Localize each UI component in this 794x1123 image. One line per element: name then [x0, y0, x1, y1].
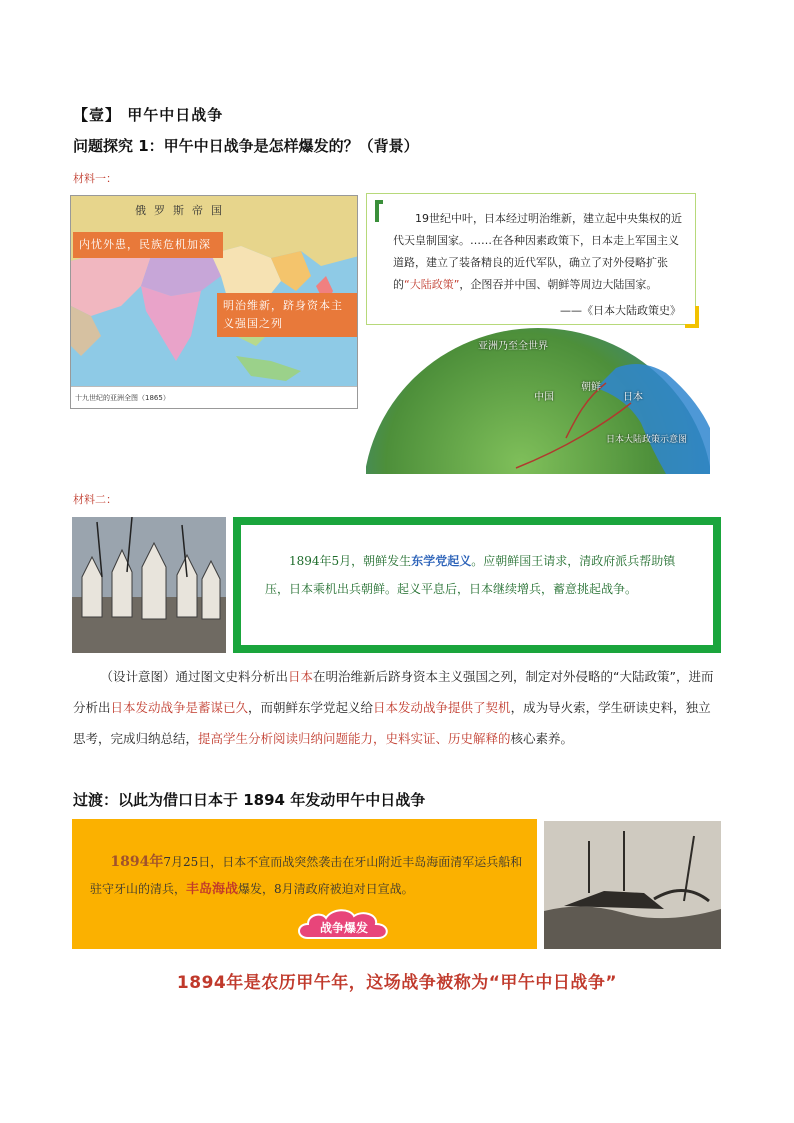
design-r1: 日本 [288, 669, 314, 684]
material-1-label: 材料一： [73, 172, 117, 185]
quote-highlight: “大陆政策” [404, 278, 460, 291]
section-title: 【壹】 甲午中日战争 [73, 106, 224, 124]
asia-map-image [70, 195, 358, 409]
design-p2: 在明治维新后跻身资本主义强国之列，制定对外侵略的“大陆政策”，进而分析出 [73, 669, 714, 715]
material-3-t1: 7月25日，日本不宣而战突然袭击在牙山附近丰岛海面清军运兵船和驻守牙山的清兵， [90, 855, 523, 896]
globe-image [366, 328, 710, 474]
globe-label-china: 中国 [534, 392, 554, 403]
war-outbreak-label: 战争爆发 [319, 921, 368, 935]
design-p3: ，而朝鲜东学党起义给 [248, 700, 374, 715]
design-intent-paragraph [73, 661, 723, 754]
question-title: 问题探究 1：甲午中日战争是怎样爆发的？（背景） [73, 137, 419, 155]
material-2-post: 。应朝鲜国王请求，清政府派兵帮助镇压，日本乘机出兵朝鲜。起义平息后，日本继续增兵，蓄意挑起战争。 [265, 554, 676, 596]
conclusion-text: 1894年是农历甲午年，这场战争被称为“甲午中日战争” [176, 973, 618, 993]
painting-drawing [72, 517, 226, 653]
yellow-corner-decoration [685, 306, 699, 328]
map-caption: 十九世纪的亚洲全图（1865） [71, 386, 357, 408]
design-p4: ，成为导火索，学生研读史料，独立思考，完成归纳总结， [73, 700, 711, 746]
design-p5: 核心素养。 [510, 731, 574, 746]
material-3-year: 1894年 [110, 854, 164, 870]
map-callout-china: 内忧外患，民族危机加深 [73, 232, 223, 258]
quote-card [366, 193, 696, 325]
quote-text-pre: 19世纪中叶，日本经过明治维新，建立起中央集权的近代天皇制国家。……在各种因素政策下，日本走上军国主义道路，建立了装备精良的近代军队，确立了对外侵略扩张的 [393, 212, 682, 291]
design-r2: 日本发动战争是蓄谋已久 [110, 700, 249, 715]
globe-label-japan: 日本 [623, 392, 643, 403]
design-r3: 日本发动战争提供了契机 [373, 700, 511, 715]
material-2-box [233, 517, 721, 653]
naval-battle-image [544, 821, 721, 949]
material-3-t2: 爆发，8月清政府被迫对日宣战。 [238, 882, 414, 896]
green-corner-decoration [375, 200, 383, 222]
globe-label-asia: 亚洲乃至全世界 [478, 341, 548, 352]
globe-caption: 日本大陆政策示意图 [606, 435, 688, 445]
design-p1: （设计意图）通过图文史料分析出 [100, 669, 289, 684]
design-r4: 提高学生分析阅读归纳问题能力，史料实证、历史解释的 [198, 731, 511, 746]
transition-title: 过渡：以此为借口日本于 1894 年发动甲午中日战争 [73, 791, 426, 809]
material-2-pre: 1894年5月，朝鲜发生 [289, 554, 412, 568]
peasant-uprising-painting [72, 517, 226, 653]
quote-text-post: ，企图吞并中国、朝鲜等周边大陆国家。 [459, 278, 658, 291]
map-title: 俄罗斯帝国 [135, 204, 230, 217]
ship-drawing [544, 821, 721, 949]
material-3-battle: 丰岛海战 [186, 882, 239, 897]
globe-label-korea: 朝鲜 [581, 382, 601, 393]
quote-text [393, 208, 689, 296]
material-2-text [241, 525, 713, 645]
war-outbreak-badge [294, 908, 394, 946]
quote-source: ——《日本大陆政策史》 [560, 304, 681, 317]
material-2-highlight: 东学党起义 [411, 554, 472, 568]
map-callout-japan: 明治维新，跻身资本主义强国之列 [217, 293, 357, 337]
material-3-text [90, 849, 530, 903]
material-2-label: 材料二： [73, 493, 117, 506]
material-3-box [72, 819, 537, 949]
